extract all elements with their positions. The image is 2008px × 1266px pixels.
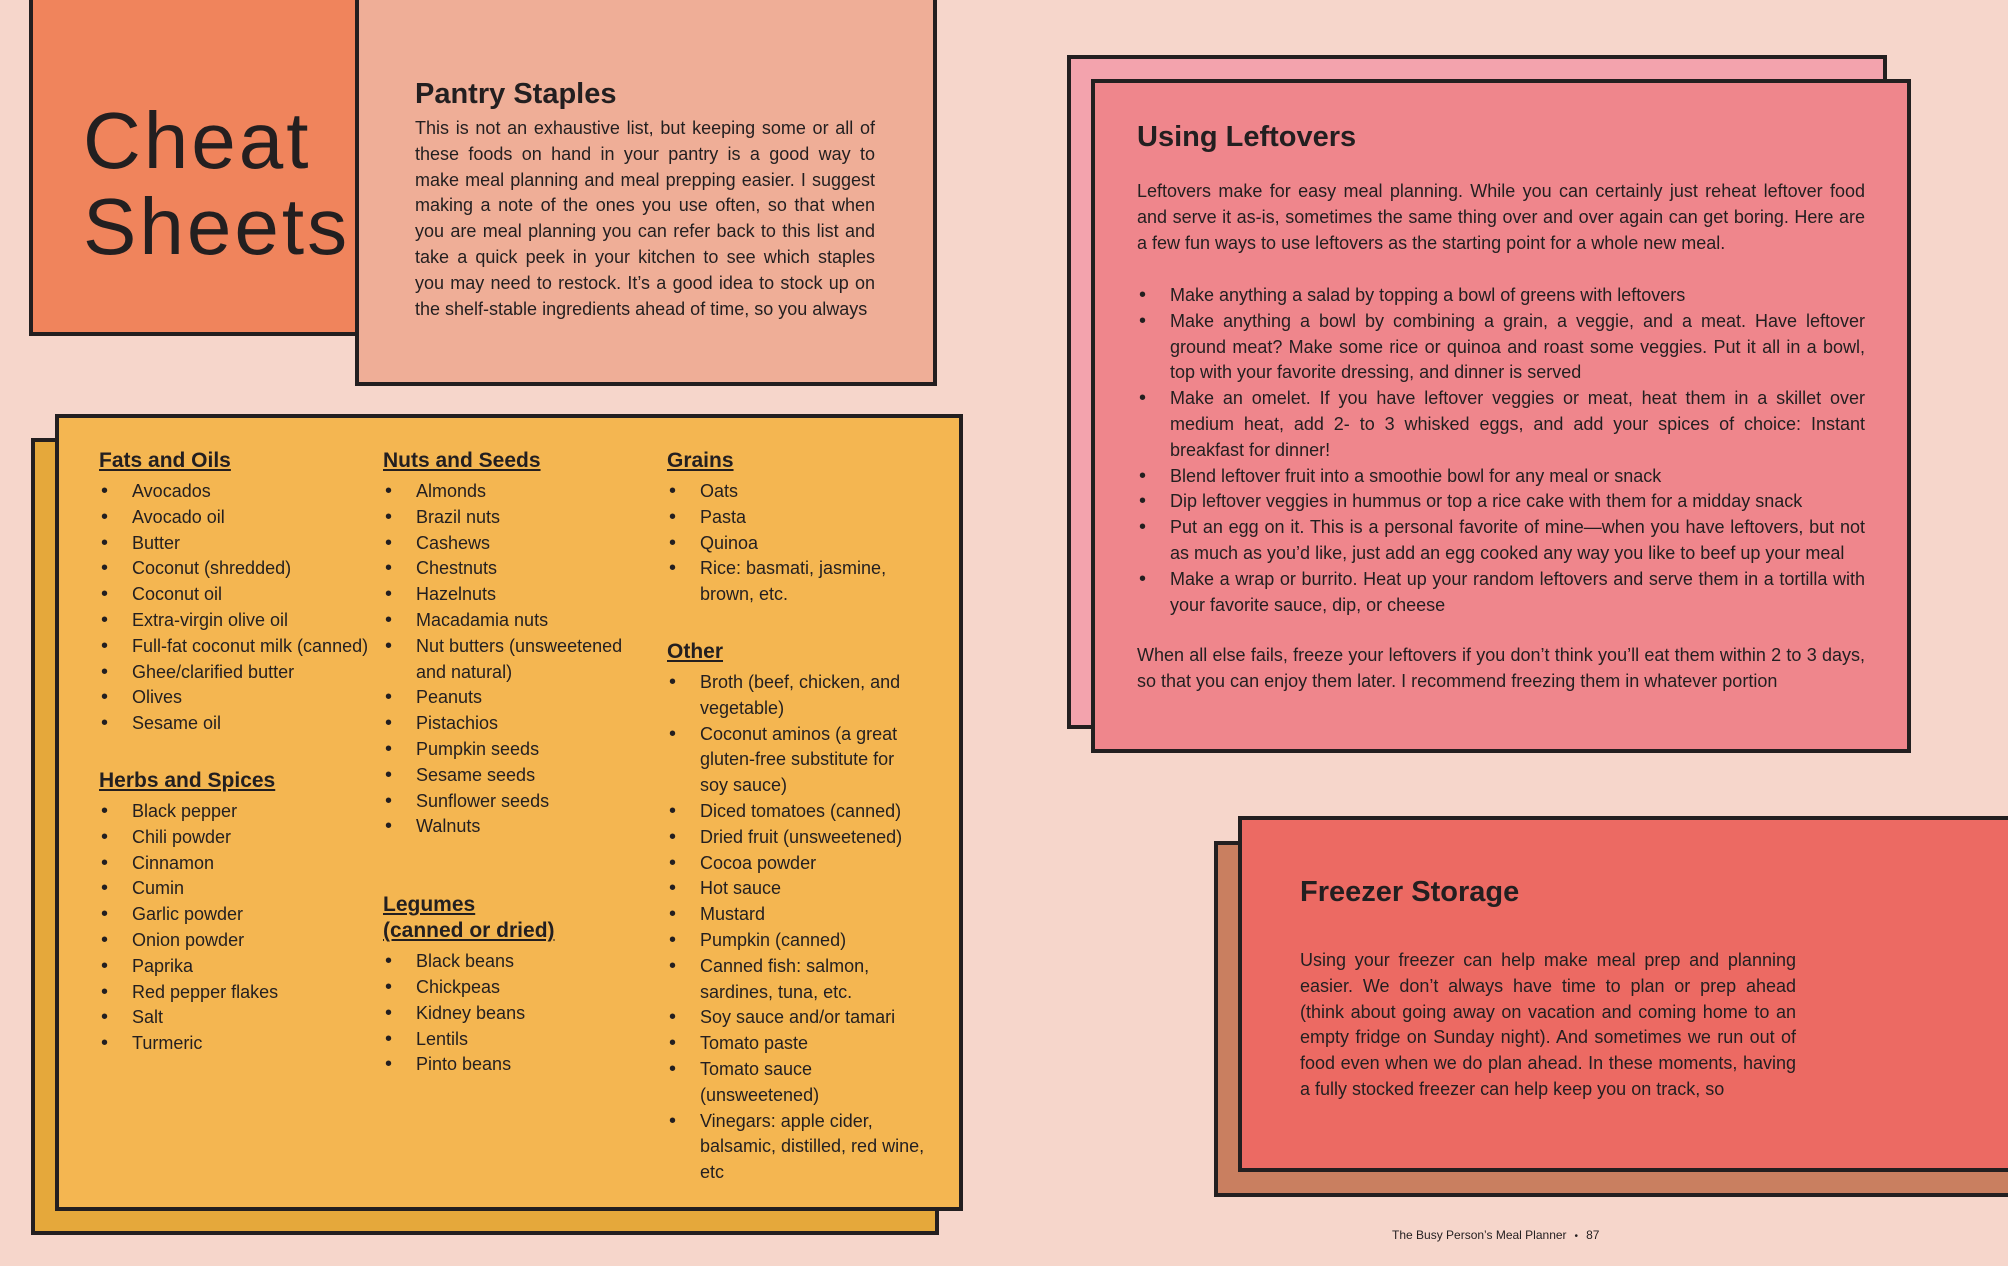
freezer-storage-body: Using your freezer can help make meal prep and planning easier. We don’t always have time to plan or prep ahead (think about going away on vacation and coming home to an empty fridge on Sunday night). And sometimes we run out of food even when we do plan ahead. In these moments, having a fully stocked freezer can help keep you on track, so — [1300, 950, 1796, 1099]
nuts-and-seeds-list — [383, 479, 653, 840]
pantry-staples-title: Pantry Staples — [415, 78, 617, 110]
leftover-ideas-list — [1137, 283, 1865, 618]
book-title: The Busy Person’s Meal Planner — [1392, 1228, 1567, 1242]
pantry-staples-card — [355, 0, 937, 386]
list-item: • Sesame oil — [99, 711, 369, 737]
page-footer — [1392, 1228, 1599, 1242]
list-item: • Rice: basmati, jasmine, brown, etc. — [667, 556, 927, 608]
list-item: • Brazil nuts — [383, 505, 653, 531]
list-item: • Extra-virgin olive oil — [99, 608, 369, 634]
page-title — [83, 98, 350, 270]
list-item: • Coconut oil — [99, 582, 369, 608]
herbs-and-spices-list — [99, 799, 369, 1057]
list-item: • Salt — [99, 1005, 369, 1031]
grains-list — [667, 479, 927, 608]
list-item: • Nut butters (unsweetened and natural) — [383, 634, 653, 686]
list-item: • Turmeric — [99, 1031, 369, 1057]
list-item: • Quinoa — [667, 531, 927, 557]
list-item: • Coconut (shredded) — [99, 556, 369, 582]
list-item: • Macadamia nuts — [383, 608, 653, 634]
list-item: • Pumpkin (canned) — [667, 928, 927, 954]
list-item: • Pasta — [667, 505, 927, 531]
list-item: • Garlic powder — [99, 902, 369, 928]
pantry-staples-body: This is not an exhaustive list, but keeping some or all of these foods on hand in your pantry is a good way to make meal planning and meal prepping easier. I suggest making a note of the ones you use often, so that when you are meal planning you can refer back to this list and take a quick peek in your kitchen to see which staples you may need to restock. It’s a good idea to stock up on the shelf-stable ingredients ahead of time, so you always — [415, 118, 875, 319]
section-title-grains: Grains — [667, 449, 734, 472]
list-item: • Cinnamon — [99, 851, 369, 877]
list-item: • Pinto beans — [383, 1052, 653, 1078]
list-item: • Coconut aminos (a great gluten-free substitute for soy sauce) — [667, 722, 927, 799]
list-column-1 — [99, 448, 369, 1088]
list-item: • Tomato paste — [667, 1031, 927, 1057]
list-item: • Black pepper — [99, 799, 369, 825]
section-title-other: Other — [667, 639, 724, 663]
list-item: • Oats — [667, 479, 927, 505]
section-title-fats-and-oils: Fats and Oils — [99, 449, 231, 472]
list-item: • Chestnuts — [383, 556, 653, 582]
list-item: • Blend leftover fruit into a smoothie bowl for any meal or snack — [1137, 464, 1865, 490]
legumes-list — [383, 949, 653, 1078]
list-item: • Full-fat coconut milk (canned) — [99, 634, 369, 660]
list-item: • Pumpkin seeds — [383, 737, 653, 763]
section-title-legumes — [383, 892, 653, 944]
list-item: • Sesame seeds — [383, 763, 653, 789]
using-leftovers-card — [1091, 79, 1911, 753]
list-item: • Red pepper flakes — [99, 980, 369, 1006]
list-item: • Butter — [99, 531, 369, 557]
list-item: • Onion powder — [99, 928, 369, 954]
list-item: • Soy sauce and/or tamari — [667, 1005, 927, 1031]
page-title-line-1: Cheat — [83, 96, 312, 185]
list-item: • Diced tomatoes (canned) — [667, 799, 927, 825]
page-number: 87 — [1586, 1228, 1600, 1242]
list-item: • Make an omelet. If you have leftover veggies or meat, heat them in a skillet over medium heat, add 2- to 3 whisked eggs, and add your spices of choice: Instant breakfast for dinner! — [1137, 386, 1865, 463]
section-title-herbs-and-spices: Herbs and Spices — [99, 768, 276, 792]
list-item: • Kidney beans — [383, 1001, 653, 1027]
freezer-storage-title: Freezer Storage — [1300, 876, 1520, 908]
list-item: • Black beans — [383, 949, 653, 975]
legumes-title-line-2: (canned or dried) — [383, 919, 555, 943]
section-title-nuts-and-seeds: Nuts and Seeds — [383, 449, 541, 472]
list-item: • Olives — [99, 685, 369, 711]
list-item: • Sunflower seeds — [383, 789, 653, 815]
footer-separator: • — [1574, 1231, 1579, 1242]
list-item: • Make a wrap or burrito. Heat up your random leftovers and serve them in a tortilla with your favorite sauce, dip, or cheese — [1137, 567, 1865, 619]
list-column-3 — [667, 448, 927, 1217]
list-item: • Put an egg on it. This is a personal favorite of mine—when you have leftovers, but not as much as you’d like, just add an egg cooked any way you like to beef up your meal — [1137, 515, 1865, 567]
list-item: • Chili powder — [99, 825, 369, 851]
list-item: • Mustard — [667, 902, 927, 928]
list-item: • Walnuts — [383, 814, 653, 840]
list-item: • Hot sauce — [667, 876, 927, 902]
list-item: • Vinegars: apple cider, balsamic, distilled, red wine, etc — [667, 1109, 927, 1186]
list-item: • Avocado oil — [99, 505, 369, 531]
list-item: • Make anything a bowl by combining a grain, a veggie, and a meat. Have leftover ground meat? Make some rice or quinoa and roast some veggies. Put it all in a bowl, top with your favorite dressing, and dinner is served — [1137, 309, 1865, 386]
list-item: • Peanuts — [383, 685, 653, 711]
list-item: • Dried fruit (unsweetened) — [667, 825, 927, 851]
list-item: • Avocados — [99, 479, 369, 505]
list-item: • Canned fish: salmon, sardines, tuna, etc. — [667, 954, 927, 1006]
list-item: • Tomato sauce (unsweetened) — [667, 1057, 927, 1109]
list-item: • Paprika — [99, 954, 369, 980]
list-item: • Cashews — [383, 531, 653, 557]
freezer-storage-card — [1238, 816, 2008, 1172]
list-item: • Dip leftover veggies in hummus or top a rice cake with them for a midday snack — [1137, 489, 1865, 515]
list-item: • Cocoa powder — [667, 851, 927, 877]
list-column-2 — [383, 448, 653, 1109]
list-item: • Cumin — [99, 876, 369, 902]
list-item: • Make anything a salad by topping a bowl of greens with leftovers — [1137, 283, 1865, 309]
list-item: • Almonds — [383, 479, 653, 505]
list-item: • Lentils — [383, 1027, 653, 1053]
fats-and-oils-list — [99, 479, 369, 737]
using-leftovers-outro: When all else fails, freeze your leftovers if you don’t think you’ll eat them within 2 to 3 days, so that you can enjoy them later. I recommend freezing them in whatever portion — [1137, 645, 1865, 691]
list-item: • Pistachios — [383, 711, 653, 737]
page-title-line-2: Sheets — [83, 182, 351, 271]
list-item: • Broth (beef, chicken, and vegetable) — [667, 670, 927, 722]
other-list — [667, 670, 927, 1186]
legumes-title-line-1: Legumes — [383, 893, 476, 917]
title-block — [29, 0, 359, 336]
using-leftovers-intro: Leftovers make for easy meal planning. While you can certainly just reheat leftover food and serve it as-is, sometimes the same thing over and over again can get boring. Here are a few fun ways to use leftovers as the starting point for a whole new meal. — [1137, 181, 1865, 253]
using-leftovers-title: Using Leftovers — [1137, 121, 1357, 153]
list-item: • Chickpeas — [383, 975, 653, 1001]
pantry-lists-card — [55, 414, 963, 1211]
list-item: • Hazelnuts — [383, 582, 653, 608]
list-item: • Ghee/clarified butter — [99, 660, 369, 686]
